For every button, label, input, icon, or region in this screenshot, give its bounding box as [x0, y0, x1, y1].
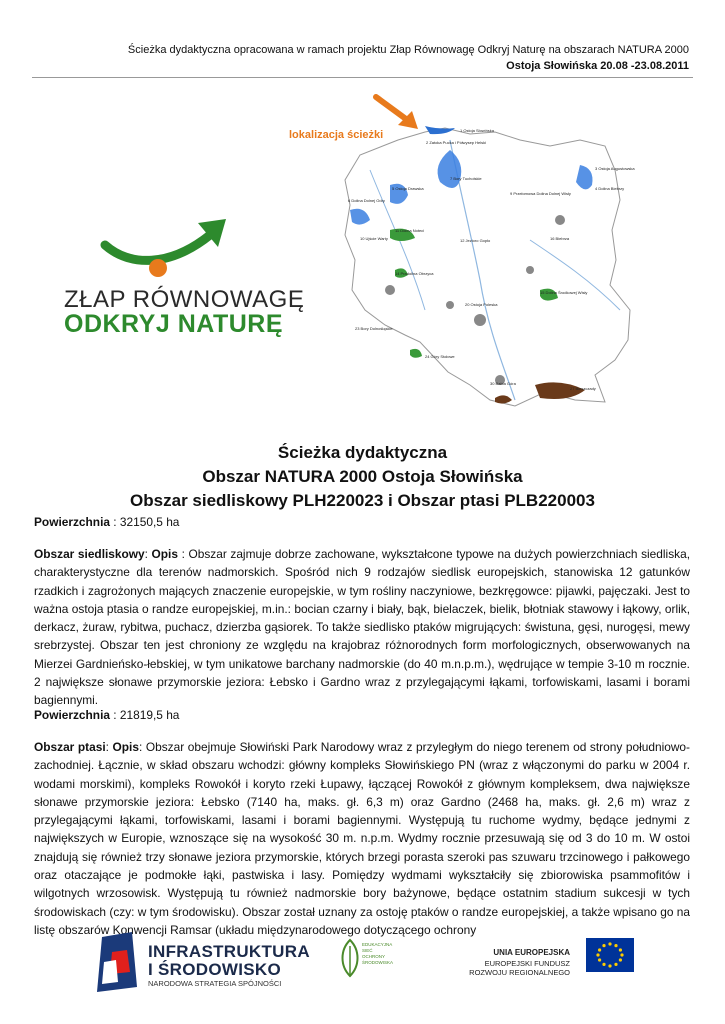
- map-place-23: 23 Bory Dolnośląskie: [355, 326, 393, 331]
- footer-ue: UNIA EUROPEJSKA: [493, 948, 570, 957]
- page-subtitle: Obszar NATURA 2000 Ostoja Słowińska: [202, 467, 523, 486]
- map-place-10: 10 Ujście Warty: [360, 236, 388, 241]
- map-place-6: 6 Dolina Dolnej Odry: [348, 198, 385, 203]
- poland-natura-map: [330, 110, 640, 420]
- habitat-label: Obszar siedliskowy: [34, 547, 145, 561]
- area-1: [34, 513, 690, 531]
- area-1-label: Powierzchnia: [34, 515, 110, 529]
- bird-opis-label: Opis: [112, 740, 139, 754]
- map-place-12: 12 Jezioro Gopło: [460, 238, 491, 243]
- page-area-codes: Obszar siedliskowy PLH220023 i Obszar ptasi PLB220003: [130, 491, 595, 510]
- logo-line-1: ZŁAP RÓWNOWAGĘ: [64, 286, 305, 313]
- map-place-1: 2 Zatoka Pucka i Półwysep Helski: [426, 140, 487, 145]
- area-2-value: : 21819,5 ha: [110, 708, 180, 722]
- area-2: [34, 706, 690, 724]
- map-location-label: lokalizacja ścieżki: [289, 129, 384, 141]
- footer-infrastruktura: INFRASTRUKTURA: [148, 942, 310, 961]
- map-place-9: 9 Przełomowa Dolina Dolnej Wisły: [510, 191, 571, 196]
- area-2-label: Powierzchnia: [34, 708, 110, 722]
- header-project-line: Ścieżka dydaktyczna opracowana w ramach projektu Złap Równowagę Odkryj Naturę na obszarach NATURA 2000: [127, 44, 689, 56]
- bird-area-description: Obszar ptasi: Opis: Obszar obejmuje Słowiński Park Narodowy wraz z przyległym do niego terenem od strony południowo-zachodniej. Łącznie, w skład obszaru wchodzi: główny kompleks Słowińskiego PN (wraz z włączonymi do parku w 2004 r. wodami morskimi), kompleks Rowokół i koryto rzeki Łupawy, łączącej Rowokół z głównym kompleksem, dwa największe słonawe przymorskie jeziora: Łebsko (7140 ha, maks. gł. 6,3 m) oraz Gardno (2468 ha, maks. gł. 2,6 m) wraz z przylegającymi łąkami, torfowiskami, lasami i borami bagiennymi. Występują tu ruchome wydmy, będące jednymi z największych w Europie, wznoszące się na wysokość 30 m. n.p.m. Wydmy rocznie przesuwają się od 3 do 10 m. W ostoi znajdują się również trzy słonawe jeziora przymorskie, których brzegi porasta szeroki pas szuwaru trzcinowego i pałkowego oraz otaczające je podmokłe łąki, pastwiska i lasy. Pomiędzy wydmami wykształciły się zbiorowiska psammofitów i wilgotnych wrzosowisk. Występują tu również nadmorskie bory bażynowe, będące ostatnim stadium sukcesji w tych środowiskach (czy: w tym środowisku). Obszar został uznany za ostoję ptaków o randze europejskiej, a także wpisano go na listę obszarów Konwencji Ramsar (układu międzynarodowego dotyczącego ochrony: [34, 740, 690, 937]
- area-1-value: : 32150,5 ha: [110, 515, 180, 529]
- map-place-11: 11 Dolina Noteci: [395, 228, 425, 233]
- footer-efrr-1: EUROPEJSKI FUNDUSZ: [484, 959, 570, 968]
- footer-efrr-2: ROZWOJU REGIONALNEGO: [469, 968, 570, 977]
- map-place-15: 15 Dolina Środkowej Wisły: [540, 290, 588, 295]
- habitat-text: : Obszar zajmuje dobrze zachowane, wykształcone typowe na dużych powierzchniach siedliska, charakterystyczne dla terenów nadmorskich. Spośród nich 9 rodzajów siedlisk europejskich, stanowiska 12 gatunków rzadkich i zagrożonych mających znaczenie europejskie, w tym rośliny naczyniowe, bezkręgowce: pijawki, pajęczaki. Jest to ważna ostoja ptasia o randze europejskiej, m.in.: bocian czarny i biały, bąk, bielaczek, bielik, błotniak stawowy i łąkowy, orlik, derkacz, żuraw, rybitwa, puchacz, dzierzba gąsiorek. To także siedlisko ptaków migrujących: świstuna, gęsi, nurogęsi, mewy srebrzystej. Obszar ten jest chroniony ze względu na krajobraz różnorodnych form morfologicznych, obserwowanych na Mierzei Gardnieńsko-łebskiej, w tym unikatowe barchany nadmorskie (do 40 m.n.p.m.), wędrujące w tempie 3-10 m rocznie. 2 największe słonawe przymorskie jeziora: Łebsko i Gardno wraz z przylegającymi łąkami, torfowiskami, lasami i borami bagiennymi.: [34, 547, 690, 708]
- footer-siec-text: EDUKACYJNA SIEĆ OCHRONY ŚRODOWISKA: [362, 942, 394, 965]
- footer-srodowisko: I ŚRODOWISKO: [148, 960, 281, 979]
- logo-line-2: ODKRYJ NATURĘ: [64, 310, 284, 338]
- map-place-27: 27 Bieszczady: [570, 386, 596, 391]
- bird-area-label: Obszar ptasi: [34, 740, 106, 754]
- header-divider: [32, 77, 693, 78]
- eu-flag-icon: [586, 938, 634, 972]
- map-place-4: 4 Dolina Biebrzy: [595, 186, 625, 191]
- footer-nss: NARODOWA STRATEGIA SPÓJNOŚCI: [148, 979, 282, 988]
- bird-area-text: : Obszar obejmuje Słowiński Park Narodowy wraz z przyległym do niego terenem od strony południowo-zachodniej. Łącznie, w skład obszaru wchodzi: główny kompleks Słowińskiego PN (wraz z włączonymi do parku w 2004 r. wodami morskimi), kompleks Rowokół i koryto rzeki Łupawy, łączącej Rowokół z głównym kompleksem, dwa największe słonawe przymorskie jeziora: Łebsko (7140 ha, maks. gł. 6,3 m) oraz Gardno (2468 ha, maks. gł. 2,6 m) wraz z przylegającymi łąkami, torfowiskami, lasami i borami bagiennymi. Występują tu ruchome wydmy, będące jednymi z największych w Europie, wznoszące się na wysokość 30 m. n.p.m. Wydmy rocznie przesuwają się od 3 do 10 m. W ostoi znajdują się również trzy słonawe jeziora przymorskie, których brzegi porasta szeroki pas szuwaru trzcinowego i pałkowego oraz otaczające je podmokłe łąki, pastwiska i lasy. Pomiędzy wydmami wykształciły się zbiorowiska psammofitów i wilgotnych wrzosowisk. Występują tu również nadmorskie bory bażynowe, będące ostatnim stadium sukcesji w tych środowiskach (czy: w tym środowisku). Obszar został uznany za ostoję ptaków o randze europejskiej, a także wpisano go na listę obszarów Konwencji Ramsar (układu międzynarodowego dotyczącego ochrony: [34, 740, 690, 937]
- map-place-20: 20 Ostoja Poleska: [465, 302, 498, 307]
- map-place-2: 1 Ostoja Słowińska: [460, 128, 495, 133]
- infrastruktura-flag-icon: [92, 932, 142, 992]
- siec-leaf-icon: [338, 938, 362, 978]
- map-place-16: 16 Biebrza: [550, 236, 570, 241]
- map-place-30: 30 Babia Góra: [490, 381, 516, 386]
- habitat-description: Obszar siedliskowy: Opis : Obszar zajmuje dobrze zachowane, wykształcone typowe na dużych powierzchniach siedliska, charakterystyczne dla terenów nadmorskich. Spośród nich 9 rodzajów siedlisk europejskich, stanowiska 12 gatunków rzadkich i zagrożonych mających znaczenie europejskie, w tym rośliny naczyniowe, bezkręgowce: pijawki, pajęczaki. Jest to ważna ostoja ptasia o randze europejskiej, m.in.: bocian czarny i biały, bąk, bielaczek, bielik, błotniak stawowy i łąkowy, orlik, derkacz, żuraw, rybitwa, puchacz, dzierzba gąsiorek. To także siedlisko ptaków migrujących: świstuna, gęsi, nurogęsi, mewy srebrzystej. Obszar ten jest chroniony ze względu na krajobraz różnorodnych form morfologicznych, obserwowanych na Mierzei Gardnieńsko-łebskiej, w tym unikatowe barchany nadmorskie (do 40 m.n.p.m.), wędrujące w tempie 3-10 m rocznie. 2 największe słonawe przymorskie jeziora: Łebsko i Gardno wraz z przylegającymi łąkami, torfowiskami, lasami i borami bagiennymi.: [34, 547, 690, 708]
- map-place-14: 14 Pradolina Obrzyca: [395, 271, 434, 276]
- map-place-5: 5 Ostoja Drawska: [392, 186, 424, 191]
- map-place-3: 3 Ostoja Augustowska: [595, 166, 635, 171]
- habitat-opis-label: Opis: [151, 547, 178, 561]
- map-place-24: 24 Góry Stołowe: [425, 354, 455, 359]
- page-title: Ścieżka dydaktyczna: [277, 443, 448, 462]
- map-place-7: 7 Bory Tucholskie: [450, 176, 482, 181]
- arrow-person-icon: [100, 205, 240, 285]
- header-site-date: Ostoja Słowińska 20.08 -23.08.2011: [506, 60, 689, 72]
